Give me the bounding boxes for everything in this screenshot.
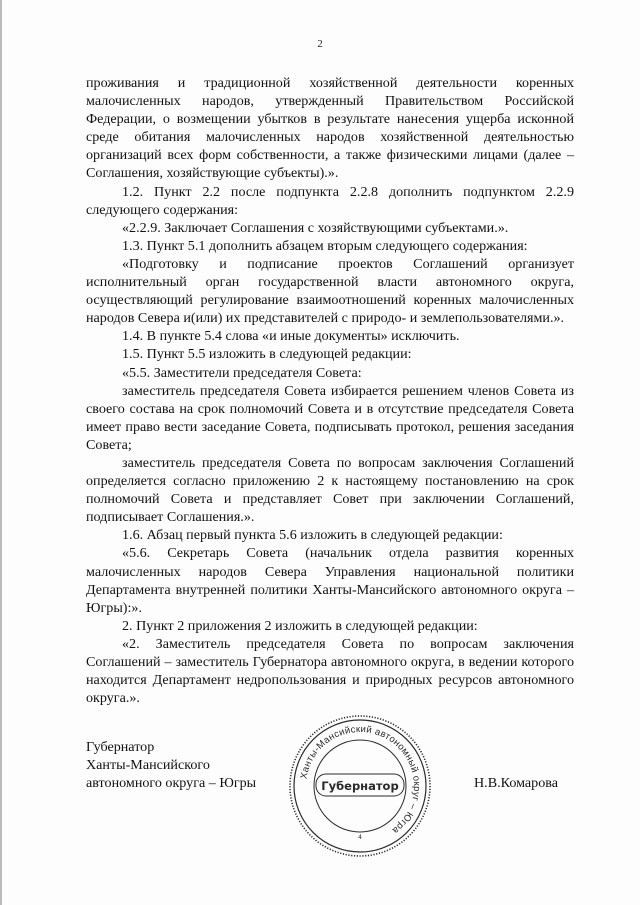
paragraph: «2. Заместитель председателя Совета по вопросам заключения Соглашений – заместитель Губернатора автономного округа, в ведении которого находится Департамент недропользования и природных ресурсов автономного округа.». [86, 635, 574, 707]
official-seal-stamp [285, 711, 435, 861]
paragraph: заместитель председателя Совета избирается решением членов Совета из своего состава на срок полномочий Совета и в отсутствие председателя Совета имеет право вести заседание Совета, подписывать протокол, решения заседания Совета; [86, 382, 574, 453]
paragraph: 1.2. Пункт 2.2 после подпункта 2.2.8 дополнить подпунктом 2.2.9 следующего содержания: [86, 183, 574, 218]
signatory-name: Н.В.Комарова [474, 775, 558, 791]
paragraph: заместитель председателя Совета по вопросам заключения Соглашений определяется согласно приложению 2 к настоящему постановлению на срок полномочий Совета и представляет Совет при заключении Соглашений, подписывает Соглашения.». [86, 454, 574, 526]
signatory-position-line: Губернатор [86, 739, 155, 755]
paragraph: «2.2.9. Заключает Соглашения с хозяйствующими субъектами.». [122, 219, 509, 236]
signatory-position-line: автономного округа – Югры [86, 775, 257, 792]
paragraph: 1.6. Абзац первый пункта 5.6 изложить в следующей редакции: [122, 527, 503, 544]
document-body [86, 74, 574, 707]
seal-bottom-mark: 4 [358, 834, 362, 841]
paragraph: 1.3. Пункт 5.1 дополнить абзацем вторым следующего содержания: [122, 237, 528, 254]
signatory-position [86, 738, 256, 792]
page-number: 2 [317, 38, 323, 50]
paragraph: «5.5. Заместители председателя Совета: [122, 364, 362, 381]
paragraph: «Подготовку и подписание проектов Соглашений организует исполнительный орган государственной власти автономного округа, осуществляющий регулирование взаимоотношений коренных малочисленных народов Севера и(или) их представителей с природо- и землепользователями.». [86, 255, 574, 327]
seal-ring-text: Ханты-Мансийский автономный округ – Югра [298, 723, 423, 836]
seal-center-text: Губернатор [321, 779, 399, 793]
paragraph: «5.6. Секретарь Совета (начальник отдела развития коренных малочисленных народов Севера Управления национальной политики Департамента внутренней политики Ханты-Мансийского автономного округа – Югры):». [86, 545, 574, 616]
paragraph: 1.4. В пункте 5.4 слова «и иные документы» исключить. [122, 328, 460, 345]
scan-edge [0, 0, 2, 905]
paragraph: 1.5. Пункт 5.5 изложить в следующей редакции: [122, 346, 412, 363]
signatory-position-line: Ханты-Мансийского [86, 757, 210, 774]
paragraph: 2. Пункт 2 приложения 2 изложить в следующей редакции: [122, 617, 478, 634]
paragraph: проживания и традиционной хозяйственной деятельности коренных малочисленных народов, утвержденный Правительством Российской Федерации, о возмещении убытков в результате нанесения ущерба исконной среде обитания малочисленных народов хозяйственной деятельностью организаций всех форм собственности, а также физическими лицами (далее – Соглашения, хозяйствующие субъекты).». [86, 75, 574, 182]
